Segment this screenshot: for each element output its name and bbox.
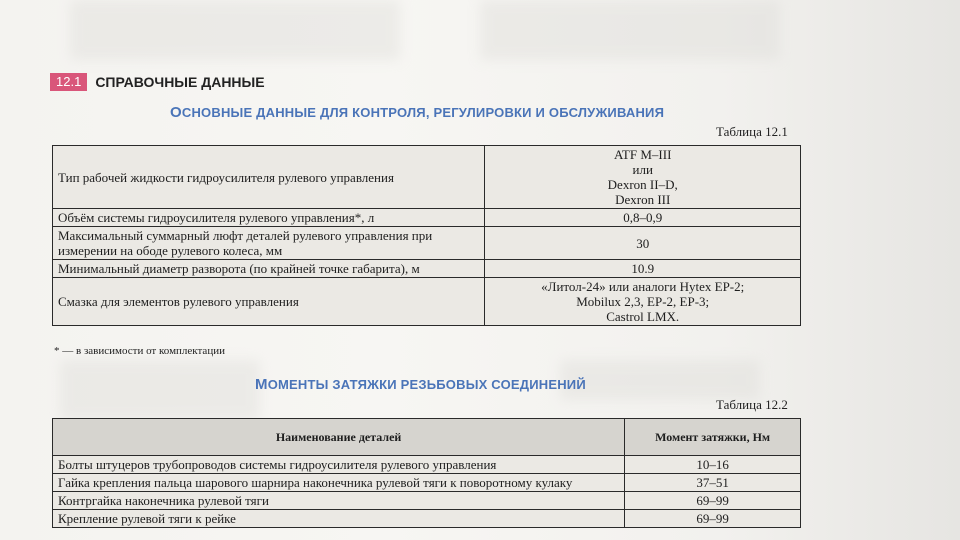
table-row — [53, 492, 801, 510]
table2-row-label: Болты штуцеров трубопроводов системы гидроусилителя рулевого управления — [53, 456, 625, 474]
table2-heading: МОМЕНТЫ ЗАТЯЖКИ РЕЗЬБОВЫХ СОЕДИНЕНИЙ — [255, 376, 586, 393]
table2-header-torque: Момент затяжки, Нм — [625, 419, 801, 456]
section-title: СПРАВОЧНЫЕ ДАННЫЕ — [95, 74, 265, 90]
table2-row-value: 69–99 — [625, 510, 801, 528]
section-header — [50, 72, 265, 92]
table-row — [53, 278, 801, 326]
table2-row-value: 10–16 — [625, 456, 801, 474]
table2-row-value: 69–99 — [625, 492, 801, 510]
value-line: Mobilux 2,3, EP-2, EP-3; — [576, 294, 710, 309]
table1-heading: ОСНОВНЫЕ ДАННЫЕ ДЛЯ КОНТРОЛЯ, РЕГУЛИРОВКИ И ОБСЛУЖИВАНИЯ — [170, 104, 665, 121]
table-row — [53, 146, 801, 209]
table-row — [53, 260, 801, 278]
table1-row-value — [485, 227, 801, 260]
value-line: «Литол-24» или аналоги Hytex EP-2; — [541, 279, 745, 294]
value-line: Castrol LMX. — [606, 309, 680, 324]
value-line: 0,8–0,9 — [623, 210, 663, 225]
table2-header-part: Наименование деталей — [53, 419, 625, 456]
table1 — [52, 145, 801, 326]
table1-row-label: Минимальный диаметр разворота (по крайней точке габарита), м — [53, 260, 485, 278]
table-row — [53, 474, 801, 492]
table2-row-label: Контргайка наконечника рулевой тяги — [53, 492, 625, 510]
table1-row-label: Смазка для элементов рулевого управления — [53, 278, 485, 326]
value-line: Dexron III — [615, 192, 671, 207]
table1-row-value — [485, 146, 801, 209]
value-line: Dexron II–D, — [607, 177, 678, 192]
table2-header-row — [53, 419, 801, 456]
table2-row-value: 37–51 — [625, 474, 801, 492]
table-row — [53, 227, 801, 260]
section-number: 12.1 — [50, 73, 87, 91]
table1-row-label: Объём системы гидроусилителя рулевого управления*, л — [53, 209, 485, 227]
value-line: 30 — [636, 235, 650, 251]
table1-row-value — [485, 278, 801, 326]
table1-footnote: * — в зависимости от комплектации — [54, 345, 225, 357]
table2 — [52, 418, 801, 528]
value-line: 10.9 — [631, 261, 655, 276]
table1-row-value — [485, 260, 801, 278]
table2-row-label: Крепление рулевой тяги к рейке — [53, 510, 625, 528]
table2-caption: Таблица 12.2 — [716, 397, 788, 412]
table1-caption: Таблица 12.1 — [716, 124, 788, 139]
table1-row-value — [485, 209, 801, 227]
table-row — [53, 510, 801, 528]
table-row — [53, 209, 801, 227]
value-line: ATF M–III — [613, 147, 672, 162]
table1-row-label: Максимальный суммарный люфт деталей рулевого управления при измерении на ободе рулевого колеса, мм — [53, 227, 485, 260]
table1-row-label: Тип рабочей жидкости гидроусилителя рулевого управления — [53, 146, 485, 209]
table-row — [53, 456, 801, 474]
table2-row-label: Гайка крепления пальца шарового шарнира наконечника рулевой тяги к поворотному кулаку — [53, 474, 625, 492]
value-line: или — [632, 162, 653, 177]
